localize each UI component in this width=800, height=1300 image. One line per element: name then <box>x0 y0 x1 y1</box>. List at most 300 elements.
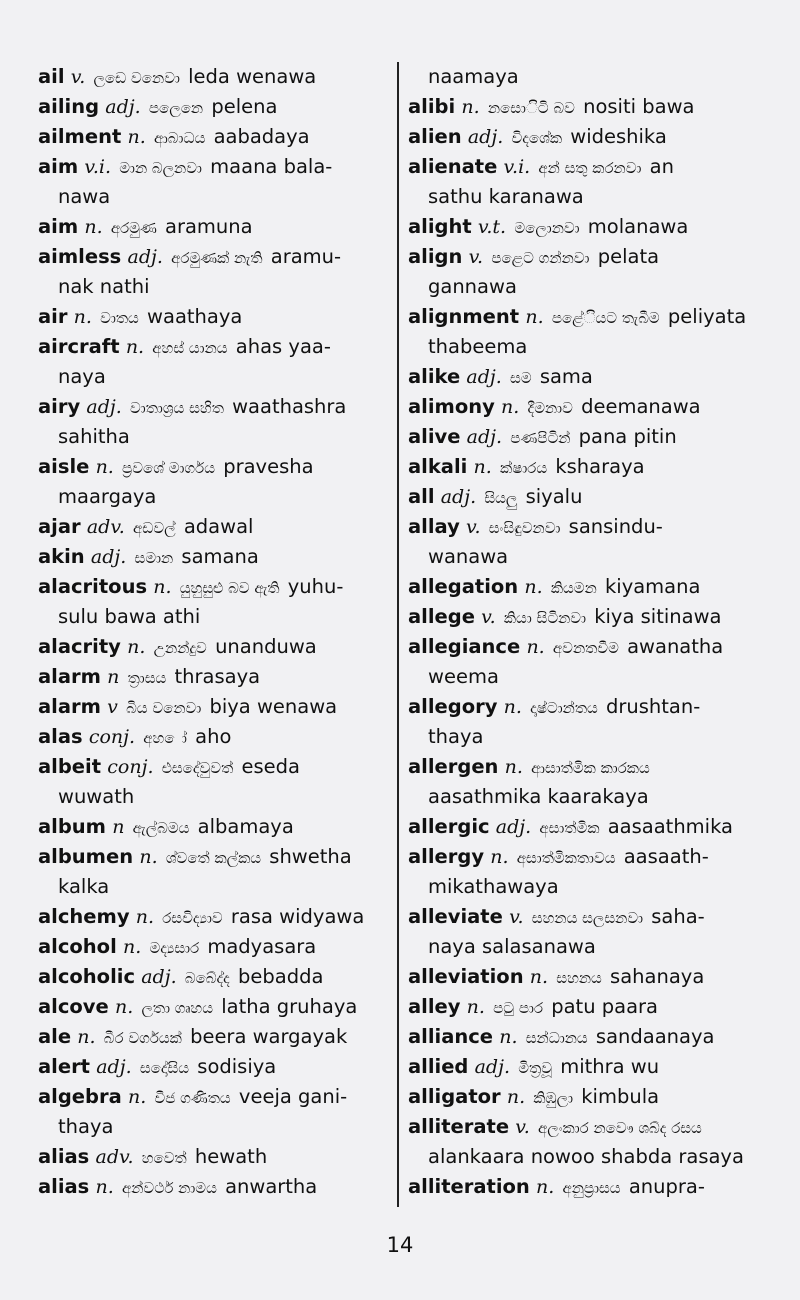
part-of-speech: v.t. <box>477 216 507 238</box>
dictionary-entry <box>38 572 388 602</box>
part-of-speech: n. <box>127 636 146 658</box>
sinhala-meaning: අහ ෝ <box>143 729 187 747</box>
part-of-speech: n. <box>127 126 146 148</box>
dictionary-entry <box>38 752 388 782</box>
entry-continuation <box>408 872 780 902</box>
dictionary-entry <box>38 332 388 362</box>
part-of-speech: n. <box>139 846 158 868</box>
transliteration: thaya <box>58 1115 114 1138</box>
headword: allergy <box>408 845 485 868</box>
entry-continuation <box>408 272 780 302</box>
transliteration: biya wenawa <box>209 695 338 718</box>
headword: aim <box>38 215 79 238</box>
dictionary-entry <box>408 452 780 482</box>
transliteration: shwetha <box>269 845 352 868</box>
sinhala-meaning: ආබාධය <box>153 129 206 147</box>
transliteration: aho <box>195 725 232 748</box>
headword: aimless <box>38 245 122 268</box>
part-of-speech: conj. <box>88 726 136 748</box>
part-of-speech: v. <box>509 906 524 928</box>
part-of-speech: n <box>107 666 120 688</box>
sinhala-meaning: හවෙත් <box>141 1149 187 1167</box>
transliteration: maargaya <box>58 485 157 508</box>
headword: algebra <box>38 1085 122 1108</box>
transliteration: kiya sitinawa <box>594 605 722 628</box>
transliteration: deemanawa <box>581 395 701 418</box>
part-of-speech: n. <box>473 456 492 478</box>
sinhala-meaning: ඇල්බමය <box>132 819 190 837</box>
headword: alacritous <box>38 575 148 598</box>
transliteration: wideshika <box>570 125 667 148</box>
sinhala-meaning: වාතය <box>100 309 139 327</box>
sinhala-meaning: අසාත්මිකතාවය <box>516 849 616 867</box>
sinhala-meaning: බිය වනෙවා <box>126 699 202 717</box>
dictionary-entry <box>38 932 388 962</box>
transliteration: aramu- <box>270 245 342 268</box>
dictionary-entry <box>38 692 388 722</box>
dictionary-entry <box>38 1052 388 1082</box>
dictionary-entry <box>38 1172 388 1202</box>
part-of-speech: n. <box>95 1176 114 1198</box>
sinhala-meaning: ප්‍රවශේ මාර්ගය <box>122 459 215 477</box>
sinhala-meaning: සංසිඳුවනවා <box>488 519 561 537</box>
headword: alley <box>408 995 461 1018</box>
headword: alliterate <box>408 1115 510 1138</box>
dictionary-entry <box>408 902 780 932</box>
headword: ail <box>38 65 65 88</box>
headword: alleviate <box>408 905 503 928</box>
sinhala-meaning: බීර වර්ගයක් <box>103 1029 182 1047</box>
transliteration: sulu bawa athi <box>58 605 201 628</box>
dictionary-entry <box>38 962 388 992</box>
transliteration: alankaara nowoo shabda rasaya <box>428 1145 744 1168</box>
transliteration: beera wargayak <box>190 1025 348 1048</box>
headword: alibi <box>408 95 456 118</box>
dictionary-entry <box>408 482 780 512</box>
transliteration: anupra- <box>628 1175 705 1198</box>
headword: ailing <box>38 95 100 118</box>
transliteration: sahitha <box>58 425 130 448</box>
part-of-speech: n. <box>536 1176 555 1198</box>
sinhala-meaning: පලෙනෙ <box>148 99 204 117</box>
headword: ale <box>38 1025 72 1048</box>
headword: alert <box>38 1055 91 1078</box>
transliteration: rasa widyawa <box>230 905 365 928</box>
sinhala-meaning: බබේද්ද <box>184 969 230 987</box>
headword: aircraft <box>38 335 120 358</box>
sinhala-meaning: අවනතවීම <box>552 639 619 657</box>
part-of-speech: v. <box>515 1116 530 1138</box>
transliteration: mikathawaya <box>428 875 559 898</box>
dictionary-entry <box>38 392 388 422</box>
sinhala-meaning: මලොනවා <box>514 219 580 237</box>
sinhala-meaning: මාන බලනවා <box>119 159 202 177</box>
part-of-speech: n. <box>114 996 134 1018</box>
transliteration: peliyata <box>667 305 747 328</box>
dictionary-entry <box>408 512 780 542</box>
entry-continuation <box>408 662 780 692</box>
dictionary-entry <box>408 1172 780 1202</box>
transliteration: leda wenawa <box>188 65 317 88</box>
dictionary-entry <box>408 302 780 332</box>
transliteration: nositi bawa <box>583 95 695 118</box>
transliteration: molanawa <box>587 215 689 238</box>
transliteration: awanatha <box>627 635 724 658</box>
sinhala-meaning: ආසාත්මික කාරකය <box>531 759 650 777</box>
part-of-speech: adj. <box>86 396 122 418</box>
dictionary-entry <box>408 962 780 992</box>
part-of-speech: v.i. <box>84 156 112 178</box>
transliteration: bebadda <box>238 965 324 988</box>
transliteration: madyasara <box>207 935 317 958</box>
headword: all <box>408 485 435 508</box>
sinhala-meaning: අරමුණ <box>110 219 157 237</box>
dictionary-entry <box>408 1082 780 1112</box>
dictionary-entry <box>408 842 780 872</box>
transliteration: thabeema <box>428 335 528 358</box>
dictionary-entry <box>38 242 388 272</box>
headword: alliteration <box>408 1175 530 1198</box>
part-of-speech: n. <box>499 1026 518 1048</box>
transliteration: kalka <box>58 875 110 898</box>
sinhala-meaning: වාතාශ්‍රය සහිත <box>130 399 224 417</box>
part-of-speech: n. <box>77 1026 96 1048</box>
dictionary-entry <box>38 92 388 122</box>
part-of-speech: conj. <box>107 756 154 778</box>
part-of-speech: adj. <box>495 816 532 838</box>
part-of-speech: v. <box>468 246 484 268</box>
transliteration: unanduwa <box>215 635 317 658</box>
part-of-speech: adj. <box>466 366 502 388</box>
transliteration: naamaya <box>428 65 519 88</box>
part-of-speech: n. <box>122 936 142 958</box>
entry-continuation <box>38 782 388 812</box>
sinhala-meaning: මද්‍යසාර <box>149 939 200 957</box>
transliteration: kiyamana <box>604 575 701 598</box>
dictionary-entry <box>408 1022 780 1052</box>
part-of-speech: adj. <box>440 486 477 508</box>
column-divider <box>397 62 399 1207</box>
transliteration: sodisiya <box>197 1055 277 1078</box>
headword: allegory <box>408 695 498 718</box>
dictionary-entry <box>38 662 388 692</box>
headword: alleviation <box>408 965 524 988</box>
transliteration: aabadaya <box>213 125 310 148</box>
transliteration: latha gruhaya <box>221 995 358 1018</box>
entry-continuation <box>408 542 780 572</box>
part-of-speech: n. <box>504 756 523 778</box>
part-of-speech: n <box>112 816 125 838</box>
sinhala-meaning: කියමන <box>550 579 597 597</box>
headword: alight <box>408 215 472 238</box>
part-of-speech: adv. <box>95 1146 134 1168</box>
entry-continuation <box>408 1142 780 1172</box>
part-of-speech: n. <box>466 996 485 1018</box>
headword: alcohol <box>38 935 117 958</box>
headword: allied <box>408 1055 469 1078</box>
entry-continuation <box>408 332 780 362</box>
headword: alkali <box>408 455 468 478</box>
dictionary-entry <box>38 152 388 182</box>
headword: alive <box>408 425 461 448</box>
sinhala-meaning: සහනය සලසනවා <box>531 909 644 927</box>
transliteration: naya salasanawa <box>428 935 596 958</box>
headword: alien <box>408 125 462 148</box>
sinhala-meaning: අන් සතු කරනවා <box>538 159 642 177</box>
headword: album <box>38 815 107 838</box>
part-of-speech: n. <box>526 636 545 658</box>
transliteration: maana bala- <box>210 155 333 178</box>
sinhala-meaning: නසොිටි බව <box>487 99 575 117</box>
transliteration: naya <box>58 365 106 388</box>
transliteration: sansindu- <box>568 515 663 538</box>
transliteration: sathu karanawa <box>428 185 584 208</box>
part-of-speech: adj. <box>96 1056 132 1078</box>
dictionary-entry <box>408 422 780 452</box>
dictionary-entry <box>408 572 780 602</box>
entry-continuation <box>38 872 388 902</box>
entry-continuation <box>408 932 780 962</box>
transliteration: veeja gani- <box>238 1085 348 1108</box>
sinhala-meaning: සදෝසිය <box>139 1059 190 1077</box>
dictionary-entry <box>408 152 780 182</box>
headword: alike <box>408 365 461 388</box>
part-of-speech: adv. <box>86 516 125 538</box>
page-number: 14 <box>386 1233 414 1257</box>
headword: aisle <box>38 455 90 478</box>
dictionary-entry <box>38 722 388 752</box>
transliteration: weema <box>428 665 499 688</box>
part-of-speech: n. <box>84 216 103 238</box>
transliteration: aasaathmika <box>607 815 733 838</box>
transliteration: pelena <box>211 95 278 118</box>
transliteration: adawal <box>183 515 254 538</box>
dictionary-entry <box>408 1052 780 1082</box>
sinhala-meaning: රසවිද්‍යාව <box>162 909 223 927</box>
dictionary-entry <box>408 1112 780 1142</box>
part-of-speech: n. <box>153 576 172 598</box>
part-of-speech: adj. <box>90 546 127 568</box>
dictionary-entry <box>38 902 388 932</box>
part-of-speech: adj. <box>127 246 163 268</box>
headword: ajar <box>38 515 81 538</box>
transliteration: anwartha <box>225 1175 318 1198</box>
transliteration: an <box>649 155 674 178</box>
transliteration: siyalu <box>525 485 583 508</box>
sinhala-meaning: ලතා ගෘහය <box>141 999 214 1017</box>
entry-continuation <box>408 782 780 812</box>
transliteration: hewath <box>194 1145 268 1168</box>
headword: alarm <box>38 665 101 688</box>
dictionary-entry <box>38 812 388 842</box>
part-of-speech: v <box>107 696 118 718</box>
dictionary-entry <box>38 512 388 542</box>
headword: alas <box>38 725 83 748</box>
dictionary-entry <box>38 452 388 482</box>
transliteration: waathaya <box>147 305 243 328</box>
transliteration: gannawa <box>428 275 517 298</box>
headword: alchemy <box>38 905 130 928</box>
sinhala-meaning: අහස් යානය <box>152 339 228 357</box>
transliteration: mithra wu <box>560 1055 660 1078</box>
part-of-speech: n. <box>525 306 544 328</box>
sinhala-meaning: වීජ ගණිතය <box>154 1089 231 1107</box>
sinhala-meaning: අන්වර්ථ නාමය <box>121 1179 217 1197</box>
dictionary-entry <box>38 842 388 872</box>
part-of-speech: v. <box>481 606 496 628</box>
entry-continuation <box>38 422 388 452</box>
headword: alliance <box>408 1025 494 1048</box>
part-of-speech: v.i. <box>503 156 531 178</box>
dictionary-entry <box>408 212 780 242</box>
headword: akin <box>38 545 85 568</box>
headword: alimony <box>408 395 495 418</box>
sinhala-meaning: සමාන <box>134 549 174 567</box>
entry-continuation <box>38 272 388 302</box>
transliteration: wuwath <box>58 785 135 808</box>
part-of-speech: n. <box>501 396 520 418</box>
sinhala-meaning: සම <box>510 369 532 387</box>
sinhala-meaning: පටු පාර <box>493 999 544 1017</box>
headword: alacrity <box>38 635 121 658</box>
sinhala-meaning: ශ්වතේ කල්කය <box>165 849 262 867</box>
sinhala-meaning: පණපිටින් <box>510 429 571 447</box>
dictionary-entry <box>408 992 780 1022</box>
part-of-speech: n. <box>95 456 114 478</box>
part-of-speech: n. <box>506 1086 526 1108</box>
sinhala-meaning: එසදේවුවත් <box>161 759 234 777</box>
entry-continuation <box>408 722 780 752</box>
transliteration: pravesha <box>223 455 314 478</box>
sinhala-meaning: පළේියට තැබීම <box>551 309 660 327</box>
transliteration: drushtan- <box>606 695 701 718</box>
entry-continuation <box>408 62 780 92</box>
headword: alcoholic <box>38 965 136 988</box>
headword: albeit <box>38 755 102 778</box>
dictionary-entry <box>408 752 780 782</box>
headword: aim <box>38 155 79 178</box>
headword: allergen <box>408 755 499 778</box>
headword: alienate <box>408 155 498 178</box>
headword: align <box>408 245 463 268</box>
sinhala-meaning: කියා සිටිනවා <box>503 609 587 627</box>
dictionary-entry <box>408 632 780 662</box>
entry-continuation <box>38 1112 388 1142</box>
headword: allegiance <box>408 635 521 658</box>
part-of-speech: adj. <box>467 126 504 148</box>
sinhala-meaning: ක්ෂාරය <box>500 459 548 477</box>
dictionary-entry <box>38 122 388 152</box>
transliteration: thrasaya <box>174 665 261 688</box>
sinhala-meaning: දීමනාව <box>527 399 573 417</box>
part-of-speech: n. <box>135 906 155 928</box>
transliteration: saha- <box>651 905 705 928</box>
headword: alias <box>38 1145 90 1168</box>
sinhala-meaning: මිත්‍රවූ <box>518 1059 552 1077</box>
transliteration: nawa <box>58 185 111 208</box>
transliteration: thaya <box>428 725 484 748</box>
part-of-speech: n. <box>503 696 522 718</box>
part-of-speech: n. <box>490 846 509 868</box>
transliteration: eseda <box>241 755 300 778</box>
transliteration: pelata <box>597 245 660 268</box>
headword: allergic <box>408 815 490 838</box>
dictionary-entry <box>38 212 388 242</box>
right-column <box>408 62 780 1202</box>
part-of-speech: adj. <box>105 96 141 118</box>
part-of-speech: n. <box>73 306 92 328</box>
transliteration: aramuna <box>165 215 253 238</box>
left-column <box>38 62 388 1202</box>
part-of-speech: v. <box>70 66 86 88</box>
dictionary-entry <box>408 602 780 632</box>
transliteration: wanawa <box>428 545 509 568</box>
dictionary-entry <box>408 242 780 272</box>
dictionary-entry <box>38 632 388 662</box>
headword: alignment <box>408 305 520 328</box>
sinhala-meaning: සියලු <box>484 489 518 507</box>
part-of-speech: adj. <box>474 1056 511 1078</box>
headword: air <box>38 305 68 328</box>
sinhala-meaning: අලංකාර නවෞ ශබ්ද රසය <box>538 1119 702 1137</box>
transliteration: aasaath- <box>623 845 709 868</box>
headword: airy <box>38 395 81 418</box>
entry-continuation <box>38 482 388 512</box>
transliteration: sahanaya <box>610 965 705 988</box>
entry-continuation <box>408 182 780 212</box>
sinhala-meaning: ත්‍රාසය <box>127 669 167 687</box>
part-of-speech: n. <box>524 576 543 598</box>
transliteration: nak nathi <box>58 275 150 298</box>
sinhala-meaning: උනන්දුව <box>153 639 207 657</box>
sinhala-meaning: කිඹුලා <box>533 1089 574 1107</box>
sinhala-meaning: අසාත්මික <box>539 819 600 837</box>
transliteration: sandaanaya <box>595 1025 715 1048</box>
dictionary-entry <box>38 992 388 1022</box>
headword: ailment <box>38 125 122 148</box>
transliteration: yuhu- <box>287 575 344 598</box>
sinhala-meaning: විදශේක <box>511 129 563 147</box>
sinhala-meaning: අනුප්‍රාසය <box>562 1179 621 1197</box>
dictionary-entry <box>38 302 388 332</box>
transliteration: samana <box>181 545 259 568</box>
sinhala-meaning: අරමුණක් නැති <box>171 249 263 267</box>
part-of-speech: adj. <box>466 426 503 448</box>
sinhala-meaning: යුහුසුළු බව ඇති <box>179 579 280 597</box>
sinhala-meaning: ලඩෙ වනෙවා <box>93 69 180 87</box>
transliteration: pana pitin <box>578 425 677 448</box>
dictionary-entry <box>408 362 780 392</box>
entry-continuation <box>38 182 388 212</box>
headword: allay <box>408 515 460 538</box>
dictionary-entry <box>408 692 780 722</box>
headword: alcove <box>38 995 109 1018</box>
part-of-speech: n. <box>529 966 549 988</box>
dictionary-entry <box>408 392 780 422</box>
headword: alligator <box>408 1085 501 1108</box>
dictionary-entry <box>408 812 780 842</box>
sinhala-meaning: අඩවල් <box>133 519 176 537</box>
part-of-speech: n. <box>127 1086 147 1108</box>
sinhala-meaning: පළෙට ගන්නවා <box>491 249 590 267</box>
sinhala-meaning: දෘෂ්ටාන්තය <box>530 699 598 717</box>
dictionary-entry <box>38 542 388 572</box>
transliteration: ahas yaa- <box>235 335 331 358</box>
sinhala-meaning: සන්ධානය <box>525 1029 588 1047</box>
transliteration: aasathmika kaarakaya <box>428 785 649 808</box>
dictionary-entry <box>38 1022 388 1052</box>
headword: alarm <box>38 695 101 718</box>
